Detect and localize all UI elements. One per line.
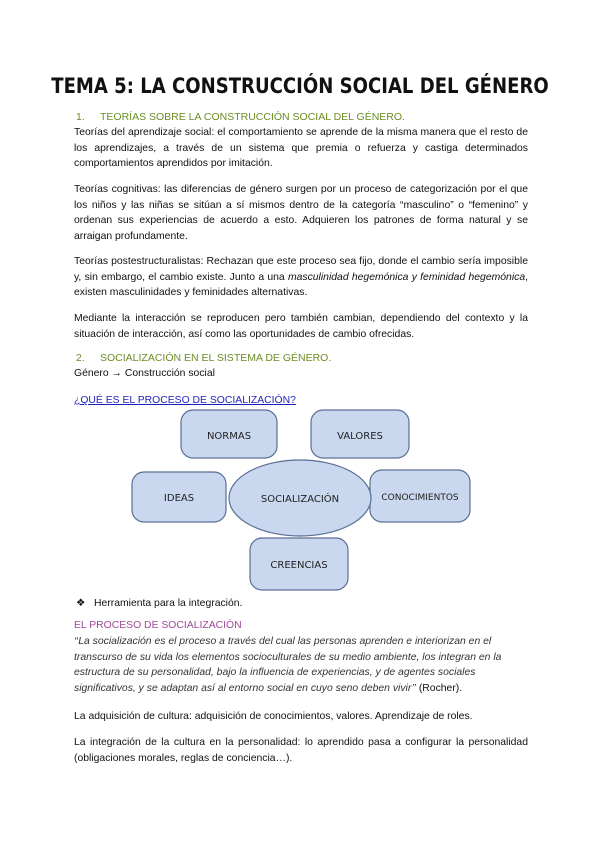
section-label: SOCIALIZACIÓN EN EL SISTEMA DE GÉNERO. [100,352,332,364]
quote-author: (Rocher). [415,682,463,694]
proceso-heading: EL PROCESO DE SOCIALIZACIÓN [74,620,242,631]
bullet-text: Herramienta para la integración. [94,598,243,609]
paragraph-aprendizaje-social: Teorías del aprendizaje social: el comportamiento se aprende de la misma manera que el resto de los aprendizajes, a través de un sistema que premia o refuerza y castiga determinados comportamientos aprendidos por imitación. [74,127,528,170]
genero-line: Género → Construcción social [74,368,215,379]
bullet-item [76,597,242,609]
node-normas [181,410,277,458]
node-valores [311,410,409,458]
text-segment: Teorías postestructuralistas: Rechazan que este proceso sea fijo, donde el cambio sería imposible y, sin embargo, el cambio existe. Junto a una [74,256,528,283]
node-label: NORMAS [206,431,252,442]
node-label: CONOCIMIENTOS [381,493,459,503]
node-label: IDEAS [163,493,195,504]
node-label: VALORES [337,431,383,442]
paragraph-integracion: La integración de la cultura en la personalidad: lo aprendido pasa a configurar la personalidad (obligaciones morales, reglas de conciencia…). [74,737,528,764]
paragraph-postestructuralistas [74,254,528,301]
paragraph-teorias-cognitivas: Teorías cognitivas: las diferencias de género surgen por un proceso de categorización por el que los niños y las niñas se sitúan a sí mismos dentro de la categoría “masculino” o “femenino” y ordenan sus experiencias de acuerdo a esto. Adquieren los patrones de forma natural y se arraigan profundamente. [74,184,528,242]
paragraph-adquisicion: La adquisición de cultura: adquisición de conocimientos, valores. Aprendizaje de roles. [74,711,473,722]
paragraph-interaccion: Mediante la interacción se reproducen pero también cambian, dependiendo del contexto y la situación de interacción, así como las oportunidades de cambio ofrecidas. [74,313,528,340]
node-socializacion-center [229,460,371,536]
question-heading: ¿QUÉ ES EL PROCESO DE SOCIALIZACIÓN? [74,395,296,406]
node-conocimientos [370,470,470,522]
node-ideas [132,472,226,522]
diamond-bullet-icon: ❖ [76,598,86,609]
node-creencias [250,538,348,590]
section-number: 2. [76,352,85,364]
text-segment: , existen masculinidades y feminidades alternativas. [74,271,528,299]
rocher-quote [74,634,528,696]
center-label: SOCIALIZACIÓN [260,494,340,505]
node-label: CREENCIAS [270,560,328,571]
quote-text: ‘‘La socialización es el proceso a través del cual las personas aprenden e interiorizan en el transcurso de su vida los elementos socioculturales de su medio ambiente, los integran en la estructura de su personalidad, bajo la influencia de experiencias, y de agentes sociales significativos, y se adaptan así al entorno social en cuyo seno deben vivir’’ [74,636,502,694]
section-label: TEORÍAS SOBRE LA CONSTRUCCIÓN SOCIAL DEL GÉNERO. [100,111,405,123]
page-title: TEMA 5: LA CONSTRUCCIÓN SOCIAL DEL GÉNERO [51,74,549,98]
section-number: 1. [76,111,85,123]
section-heading-2 [74,352,331,364]
section-heading-1 [74,111,405,123]
italic-segment: masculinidad hegemónica y feminidad hegemónica [287,271,526,283]
socialization-diagram [128,408,474,594]
